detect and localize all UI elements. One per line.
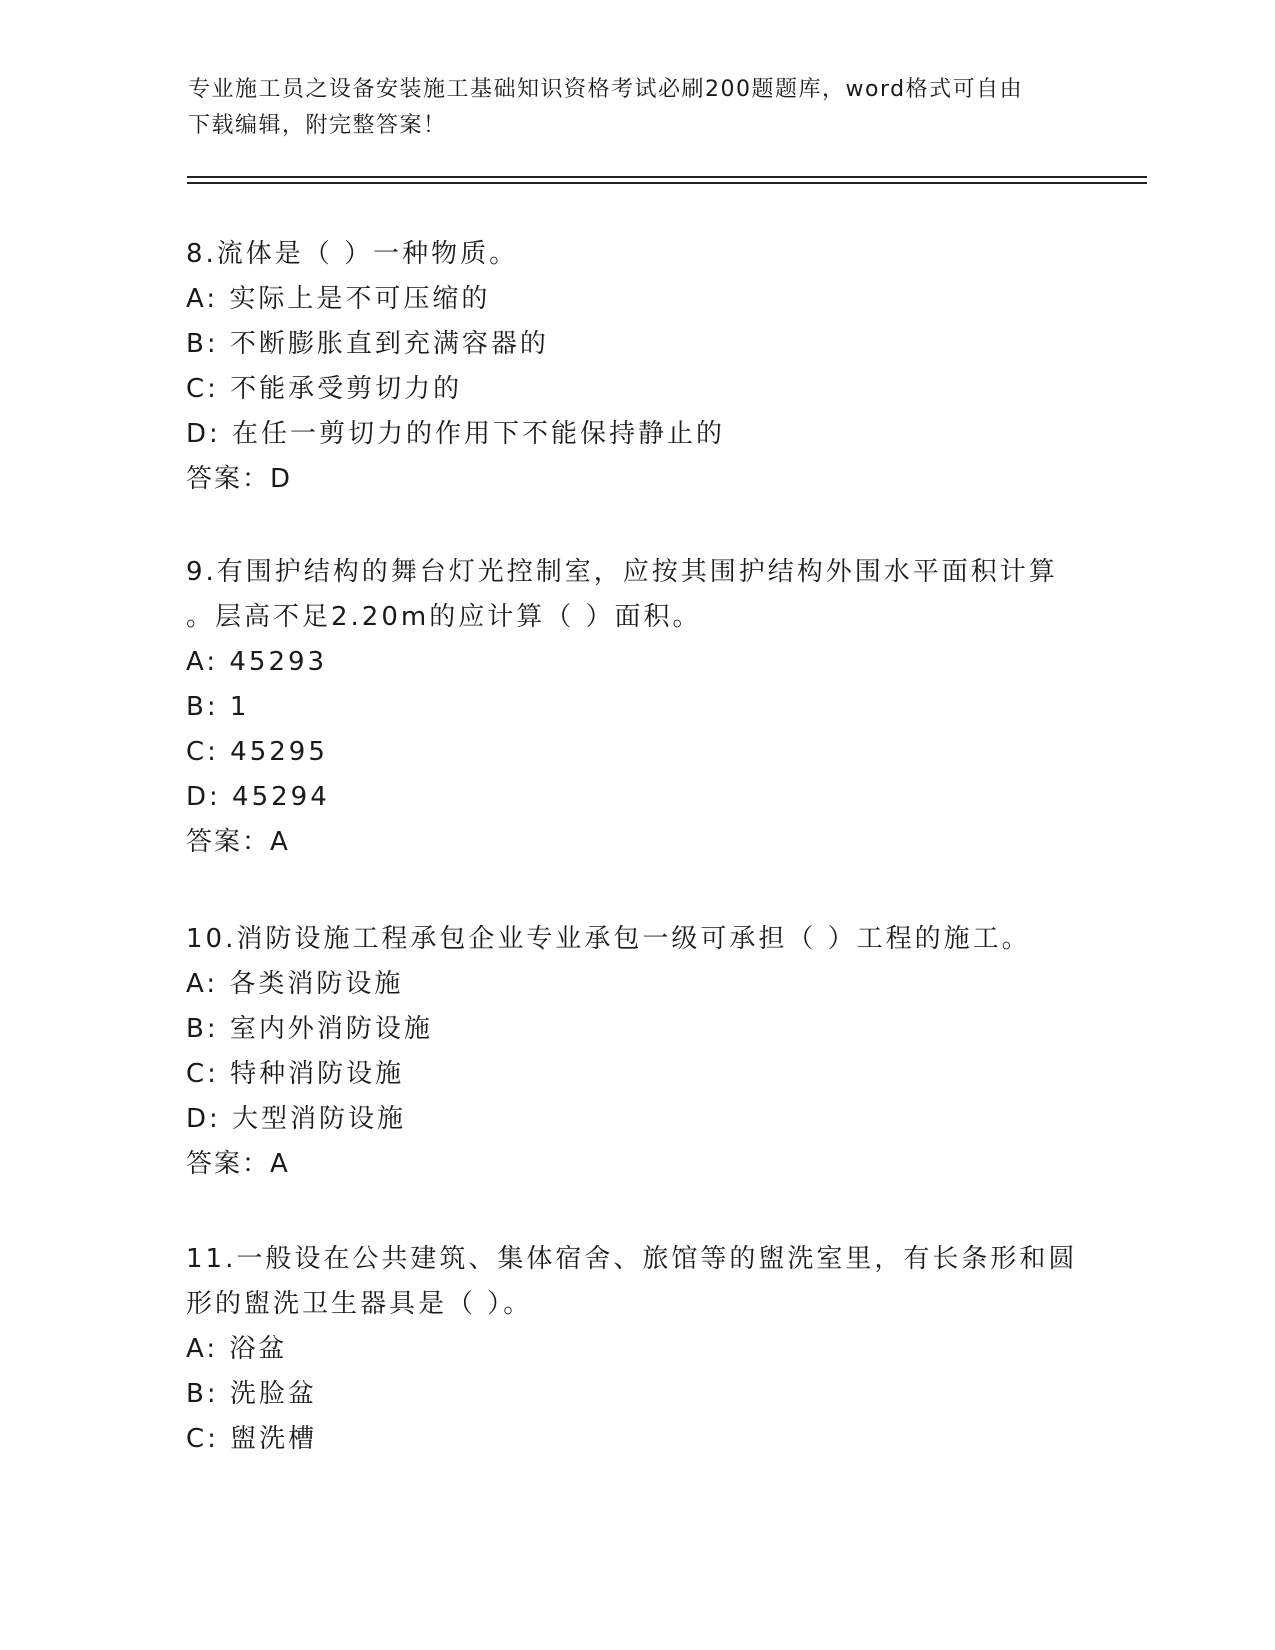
question-10 [186,917,1106,1187]
answer: 答案：A [186,827,290,857]
question-11 [186,1237,1106,1462]
header-divider-top [187,176,1147,178]
question-text: 10.消防设施工程承包企业专业承包一级可承担（ ）工程的施工。 [186,924,1031,954]
question-text-line-2: 形的盥洗卫生器具是（ ）。 [186,1289,533,1319]
question-text-line-2: 。层高不足2.20m的应计算（ ）面积。 [186,602,702,632]
question-9 [186,550,1106,865]
answer: 答案：D [186,464,293,494]
option-a: A: 各类消防设施 [186,969,404,999]
option-b: B: 洗脸盆 [186,1379,317,1409]
question-text-line-1: 9.有围护结构的舞台灯光控制室，应按其围护结构外围水平面积计算 [186,557,1058,587]
document-header [188,72,1088,144]
question-text: 8.流体是（ ）一种物质。 [186,239,519,269]
question-8 [186,232,1106,502]
question-text-line-1: 11.一般设在公共建筑、集体宿舍、旅馆等的盥洗室里，有长条形和圆 [186,1244,1078,1274]
option-c: C: 特种消防设施 [186,1059,405,1089]
header-divider-bottom [187,182,1147,184]
option-d: D: 大型消防设施 [186,1104,407,1134]
option-c: C: 45295 [186,737,328,767]
option-c: C: 不能承受剪切力的 [186,374,463,404]
option-c: C: 盥洗槽 [186,1424,318,1454]
option-d: D: 在任一剪切力的作用下不能保持静止的 [186,419,726,449]
header-title-line-1: 专业施工员之设备安装施工基础知识资格考试必刷200题题库，word格式可自由 [188,77,1024,102]
option-a: A: 浴盆 [186,1334,288,1364]
option-a: A: 45293 [186,647,328,677]
option-b: B: 不断膨胀直到充满容器的 [186,329,549,359]
option-b: B: 1 [186,692,250,722]
answer: 答案：A [186,1149,290,1179]
option-b: B: 室内外消防设施 [186,1014,433,1044]
option-d: D: 45294 [186,782,330,812]
option-a: A: 实际上是不可压缩的 [186,284,491,314]
header-title-line-2: 下载编辑，附完整答案！ [188,113,447,138]
